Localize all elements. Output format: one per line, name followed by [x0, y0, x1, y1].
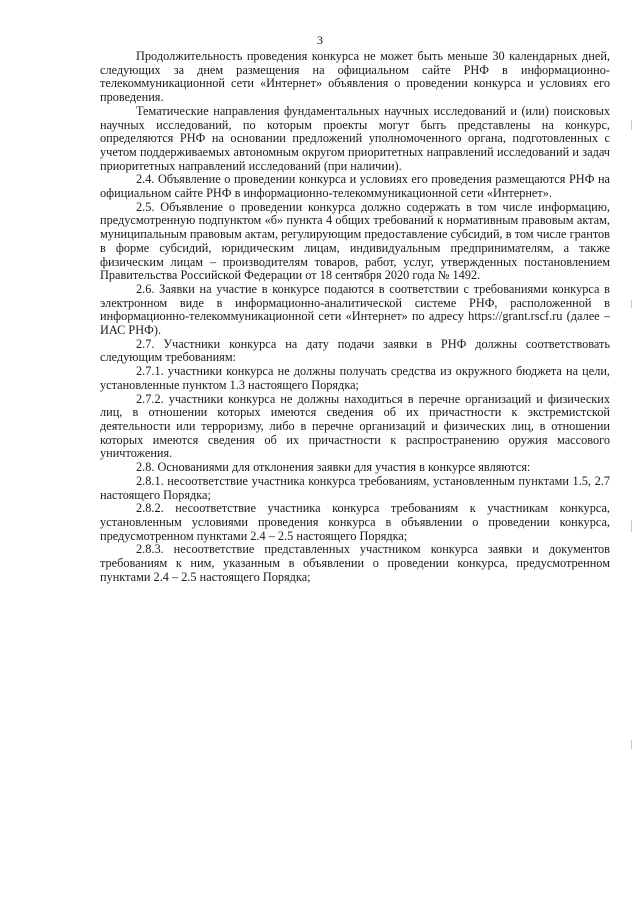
paragraph-2-5: 2.5. Объявление о проведении конкурса должно содержать в том числе информацию, предусмотренную подпунктом «б» пункта 4 общих требований к нормативным правовым актам, муниципальным правовым актам, регулирующим предоставление субсидий, в том числе грантов в форме субсидий, юридическим лицам, индивидуальным предпринимателям, а также физическим лицам – производителям товаров, работ, услуг, утвержденных постановлением Правительства Российской Федерации от 18 сентября 2020 года № 1492.: [100, 199, 610, 283]
scan-edge-mark: [631, 520, 632, 532]
paragraph-contest-duration: Продолжительность проведения конкурса не может быть меньше 30 календарных дней, следующих за днем размещения на официальном сайте РНФ в информационно-телекоммуникационной сети «Интернет» объявления о проведении конкурса и условиях его проведения.: [100, 49, 610, 105]
page-number: 3: [317, 33, 323, 47]
paragraph-2-8-1: 2.8.1. несоответствие участника конкурса требованиям, установленным пунктами 1.5, 2.7 настоящего Порядка;: [100, 473, 610, 502]
paragraph-2-8: 2.8. Основаниями для отклонения заявки для участия в конкурсе являются:: [136, 460, 531, 475]
paragraph-2-7-2: 2.7.2. участники конкурса не должны находиться в перечне организаций и физических лиц, в отношении которых имеются сведения об их причастности к экстремистской деятельности или терроризму, либо в перечне организаций и физических лиц, в отношении которых имеются сведения об их причастности к распространению оружия массового уничтожения.: [100, 391, 610, 461]
document-body: [100, 50, 610, 584]
paragraph-2-4: 2.4. Объявление о проведении конкурса и условиях его проведения размещаются РНФ на официальном сайте РНФ в информационно-телекоммуникационной сети «Интернет».: [100, 172, 610, 201]
paragraph-2-7: 2.7. Участники конкурса на дату подачи заявки в РНФ должны соответствовать следующим требованиям:: [100, 336, 610, 365]
scan-edge-mark: [631, 120, 632, 130]
paragraph-2-6: 2.6. Заявки на участие в конкурсе подаются в соответствии с требованиями конкурса в электронном виде в информационно-аналитической системе РНФ, расположенной в информационно-телекоммуникационной сети «Интернет» по адресу https://grant.rscf.ru (далее – ИАС РНФ).: [100, 281, 610, 338]
paragraph-thematic-directions: Тематические направления фундаментальных научных исследований и (или) поисковых научных исследований, по которым проекты могут быть представлены на конкурс, определяются РНФ на основании предложений уполномоченного органа, подготовленных с учетом поддерживаемых автономным округом приоритетных направлений исследований и задач приоритетных направлений исследований (при наличии).: [100, 103, 610, 173]
scan-edge-mark: [631, 300, 632, 308]
scan-edge-mark: [631, 740, 632, 749]
paragraph-2-8-3: 2.8.3. несоответствие представленных участником конкурса заявки и документов требованиям к ним, указанным в объявлении о проведении конкурса, предусмотренном пунктами 2.4 – 2.5 настоящего Порядка;: [100, 542, 610, 584]
paragraph-2-7-1: 2.7.1. участники конкурса не должны получать средства из окружного бюджета на цели, установленные пунктом 1.3 настоящего Порядка;: [100, 364, 610, 392]
paragraph-2-8-2: 2.8.2. несоответствие участника конкурса требованиям к участникам конкурса, установленным условиями проведения конкурса в объявлении о проведении конкурса, предусмотренном пунктами 2.4 – 2.5 настоящего Порядка;: [100, 501, 610, 543]
